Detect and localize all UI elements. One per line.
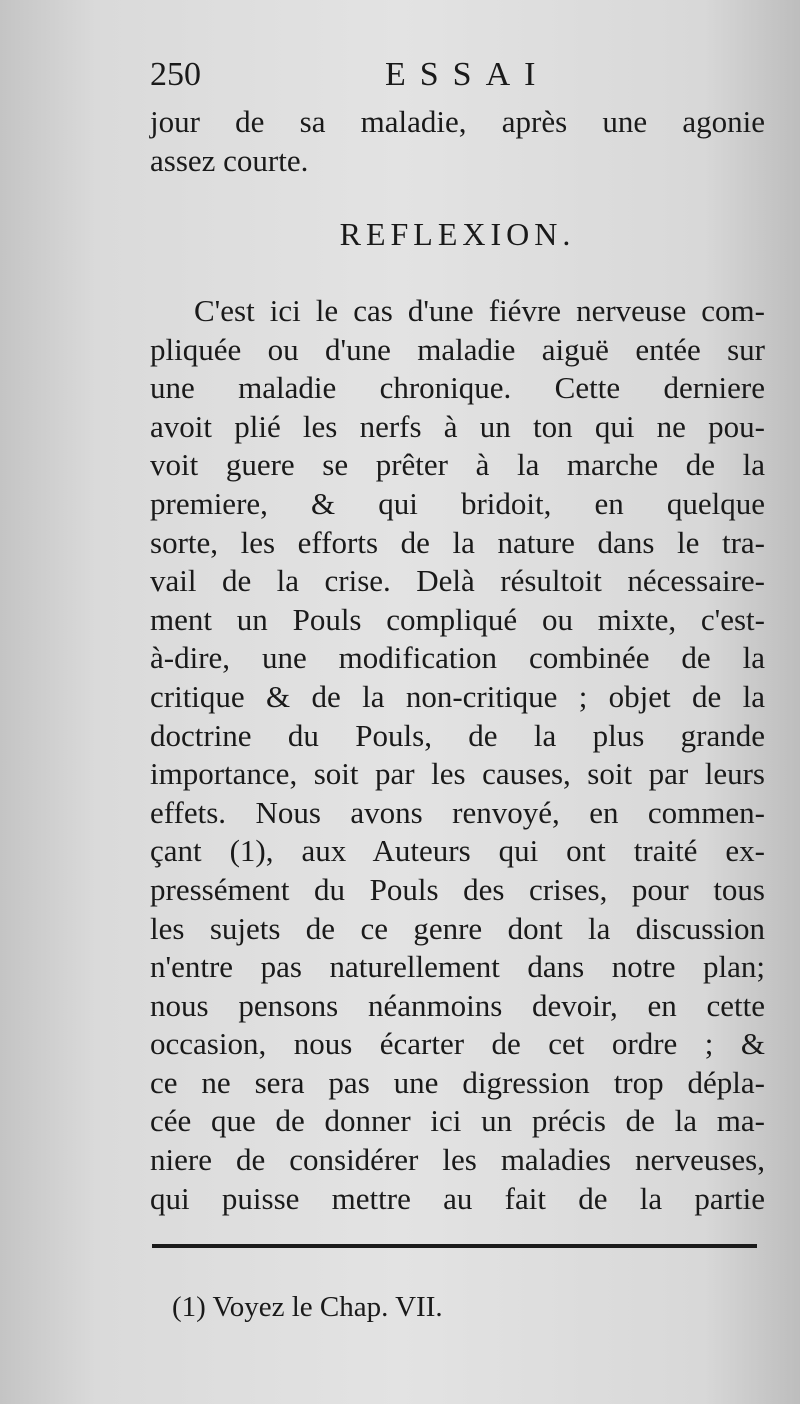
paragraph-line: vail de la crise. Delà résultoit nécessaire- [150,563,765,599]
paragraph-line: nous pensons néanmoins devoir, en cette [150,987,765,1023]
paragraph-line: cée que de donner ici un précis de la ma- [150,1103,765,1139]
paragraph-line: une maladie chronique. Cette derniere [150,370,765,406]
paragraph-line: voit guere se prêter à la marche de la [150,447,765,483]
section-heading: REFLEXION. [339,216,576,252]
paragraph-line: effets. Nous avons renvoyé, en commen- [150,794,765,830]
footnote-divider [152,1244,757,1248]
running-title: ESSAI [385,56,550,93]
intro-text [150,103,765,181]
paragraph-line: ment un Pouls compliqué ou mixte, c'est- [150,601,765,637]
paragraph-line: ce ne sera pas une digression trop dépla- [150,1064,765,1100]
paragraph-line: les sujets de ce genre dont la discussion [150,910,765,946]
paragraph-line: critique & de la non-critique ; objet de la [150,678,765,714]
paragraph-line: avoit plié les nerfs à un ton qui ne pou- [150,408,765,444]
body-paragraph [150,292,765,1218]
paragraph-line: C'est ici le cas d'une fiévre nerveuse com- [194,293,765,328]
paragraph-line: niere de considérer les maladies nerveuses, [150,1142,765,1178]
paragraph-line: çant (1), aux Auteurs qui ont traité ex- [150,833,765,869]
paragraph-line: qui puisse mettre au fait de la partie [150,1180,765,1216]
footnote: (1) Voyez le Chap. VII. [172,1291,443,1323]
paragraph-line: pressément du Pouls des crises, pour tous [150,871,765,907]
intro-line: jour de sa maladie, après une agonie [150,104,765,139]
paragraph-line: sorte, les efforts de la nature dans le tra- [150,524,765,560]
paragraph-line: premiere, & qui bridoit, en quelque [150,485,765,521]
page-number: 250 [150,56,201,93]
paragraph-line: doctrine du Pouls, de la plus grande [150,717,765,753]
paragraph-line: n'entre pas naturellement dans notre plan; [150,949,765,985]
intro-line: assez courte. [150,142,309,178]
paragraph-line: à-dire, une modification combinée de la [150,640,765,676]
paragraph-line: importance, soit par les causes, soit par leurs [150,756,765,792]
paragraph-line: occasion, nous écarter de cet ordre ; & [150,1026,765,1062]
paragraph-line: pliquée ou d'une maladie aiguë entée sur [150,331,765,367]
